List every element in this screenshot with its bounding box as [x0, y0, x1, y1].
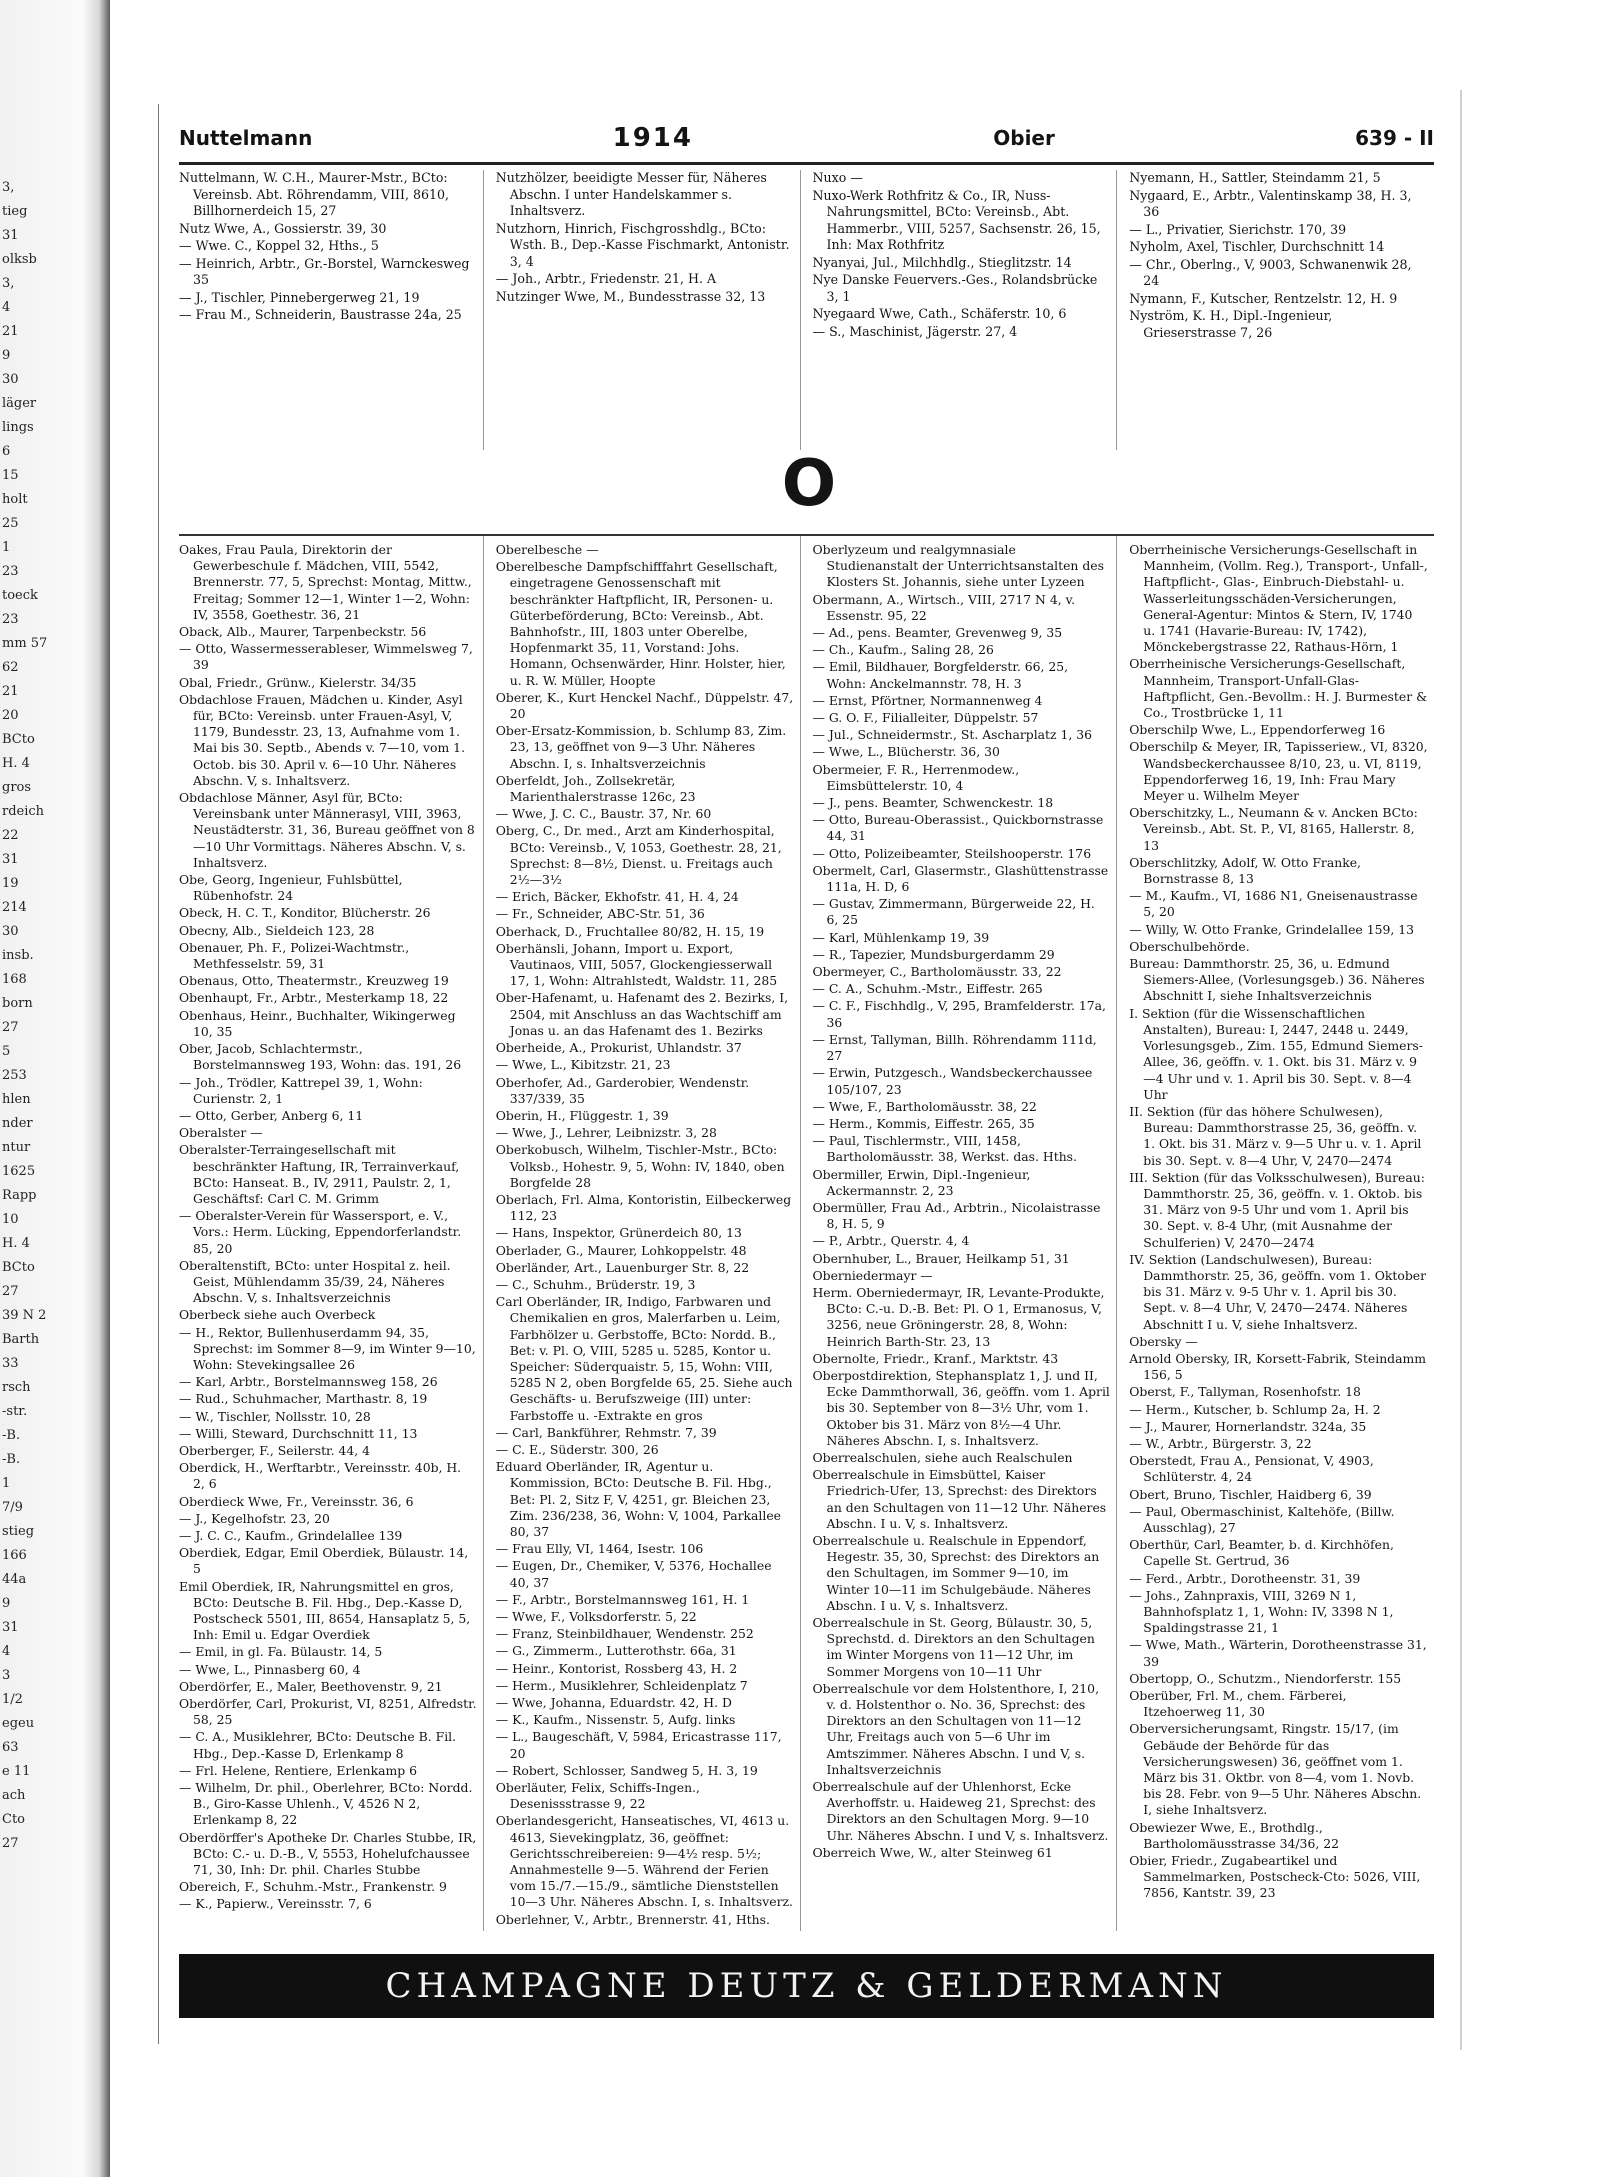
directory-entry: Nyanyai, Jul., Milchhdlg., Stieglitzstr. 14: [812, 254, 1072, 270]
directory-entry: Oberreich Wwe, W., alter Steinweg 61: [812, 1844, 1053, 1860]
directory-entry: Nyemann, H., Sattler, Steindamm 21, 5: [1129, 170, 1381, 185]
directory-entry: Nuttelmann, W. C.H., Maurer-Mstr., BCto: Vereinsb. Abt. Röhrendamm, VIII, 8610, Billhornerdeich 15, 27: [179, 170, 450, 218]
directory-entry: Obernhuber, L., Brauer, Heilkamp 51, 31: [812, 1250, 1070, 1266]
spine-fragment: 214: [2, 900, 27, 915]
directory-entry: — Wwe. C., Koppel 32, Hths., 5: [179, 238, 379, 253]
directory-entry: — Jul., Schneidermstr., St. Ascharplatz 1, 36: [812, 727, 1093, 743]
directory-entry: Oberelbesche Dampfschifffahrt Gesellschaft, eingetragene Genossenschaft mit beschränkter Haftpflicht, IR, Personen- u. Güterbeförderung, BCto: Vereinsb., Abt. Bahnhofstr., III, 1803 unter Oberelbe, Hopfenmarkt 35, 11, Vorstand: Johs. Homann, Ochsenwärder, Hinr. Holster, hier, u. R. W. Müller, Hoopte: [495, 559, 786, 688]
spine-fragment: H. 4: [2, 1236, 30, 1251]
spine-fragment: -str.: [2, 1404, 28, 1419]
directory-entry: — L., Baugeschäft, V, 5984, Ericastrasse 117, 20: [495, 1729, 782, 1761]
directory-entry: — Oberalster-Verein für Wassersport, e. V., Vors.: Herm. Lücking, Eppendorferlandstr. 85, 20: [179, 1208, 462, 1256]
directory-entry: Nygaard, E., Arbtr., Valentinskamp 38, H. 3, 36: [1129, 187, 1412, 219]
directory-entry: Obenauer, Ph. F., Polizei-Wachtmstr., Methfesselstr. 59, 31: [179, 939, 410, 972]
spine-fragment: 5: [2, 1044, 11, 1059]
spine-fragment: -B.: [2, 1428, 21, 1443]
directory-entry: Oberaltenstift, BCto: unter Hospital z. heil. Geist, Mühlendamm 35/39, 24, Näheres Abschn. V, s. Inhaltsverzeichnis: [179, 1257, 451, 1306]
directory-entry: — Eugen, Dr., Chemiker, V, 5376, Hochallee 40, 37: [495, 1558, 772, 1590]
directory-entry: Oberin, H., Flüggestr. 1, 39: [495, 1107, 669, 1123]
spine-fragment: holt: [2, 492, 28, 507]
directory-entry: Oberlader, G., Maurer, Lohkoppelstr. 48: [495, 1242, 747, 1258]
directory-entry: — Otto, Bureau-Oberassist., Quickbornstrasse 44, 31: [812, 812, 1104, 844]
directory-entry: — Wwe, Johanna, Eduardstr. 42, H. D: [495, 1695, 732, 1711]
directory-entry: Oberrheinische Versicherungs-Gesellschaft in Mannheim, (Vollm. Reg.), Transport-, Unfall-, Haftpflicht-, Glas-, Einbruch-Diebstahl- u. Wasserleitungsschäden-Versicherungen, General-Agentur: Mintos & Stern, IV, 1740 u. 1741 (Havarie-Bureau: IV, 1742), Mönckebergstrasse 22, Rathaus-Hörn, 1: [1129, 542, 1428, 655]
directory-entry: Oberdieck Wwe, Fr., Vereinsstr. 36, 6: [179, 1493, 414, 1509]
page-header: [179, 118, 1434, 158]
spine-fragment: 39 N 2: [2, 1308, 47, 1323]
spine-fragment: 63: [2, 1740, 19, 1755]
directory-entry: — Robert, Schlosser, Sandweg 5, H. 3, 19: [495, 1762, 758, 1778]
directory-entry: Obeck, H. C. T., Konditor, Blücherstr. 26: [179, 905, 431, 921]
directory-entry: Obal, Friedr., Grünw., Kielerstr. 34/35: [179, 674, 417, 690]
directory-entry: Oback, Alb., Maurer, Tarpenbeckstr. 56: [179, 624, 427, 640]
directory-entry: Bureau: Dammthorstr. 25, 36, u. Edmund Siemers-Allee, (Vorlesungsgeb.) 36. Näheres Abschnitt I, siehe Inhaltsverzeichnis: [1129, 956, 1425, 1004]
spine-fragment: 22: [2, 828, 19, 843]
directory-entry: — C. E., Süderstr. 300, 26: [495, 1441, 659, 1457]
directory-entry: — P., Arbtr., Querstr. 4, 4: [812, 1233, 970, 1249]
directory-entry: Oberlandesgericht, Hanseatisches, VI, 4613 u. 4613, Sievekingplatz, 36, geöffnet: Gerichtsschreibereien: 9—4½ resp. 5½; Annahmestelle 9—5. Während der Ferien vom 15./7.—15./9., sämtliche Dienststellen 10—3 Uhr. Näheres Abschn. I, s. Inhaltsverz.: [495, 1813, 793, 1910]
spine-fragment: tieg: [2, 204, 28, 219]
spine-fragment: born: [2, 996, 33, 1011]
directory-entry: Ober, Jacob, Schlachtermstr., Borstelmannsweg 193, Wohn: das. 191, 26: [179, 1041, 462, 1073]
directory-entry: — Wwe, Math., Wärterin, Dorotheenstrasse 31, 39: [1129, 1637, 1427, 1669]
header-left-name: Nuttelmann: [179, 126, 313, 150]
facing-page-fragments: [0, 176, 47, 1856]
directory-entry: Oberrheinische Versicherungs-Gesellschaft, Mannheim, Transport-Unfall-Glas-Haftpflicht, Gen.-Bevollm.: H. J. Burmester & Co., Trostbrücke 1, 11: [1129, 656, 1428, 721]
directory-entry: — W., Arbtr., Bürgerstr. 3, 22: [1129, 1435, 1312, 1451]
directory-entry: — L., Privatier, Sierichstr. 170, 39: [1129, 221, 1347, 237]
directory-entry: Nutzhorn, Hinrich, Fischgrosshdlg., BCto: Wsth. B., Dep.-Kasse Fischmarkt, Antonistr. 3, 4: [495, 220, 790, 269]
spine-fragment: 21: [2, 684, 19, 699]
spine-fragment: 20: [2, 708, 19, 723]
directory-entry: Obecny, Alb., Sieldeich 123, 28: [179, 922, 375, 938]
spine-fragment: 30: [2, 924, 19, 939]
directory-entry: — Erwin, Putzgesch., Wandsbeckerchaussee 105/107, 23: [812, 1065, 1093, 1097]
spine-fragment: 30: [2, 372, 19, 387]
spine-fragment: hlen: [2, 1092, 31, 1107]
directory-entry: Oberrealschule in Eimsbüttel, Kaiser Friedrich-Ufer, 13, Sprechst: des Direktors an den Schultagen von 11—12 Uhr. Näheres Abschn. I u. V, s. Inhaltsverz.: [812, 1467, 1107, 1531]
directory-entry: — Otto, Gerber, Anberg 6, 11: [179, 1107, 364, 1123]
spine-fragment: BCto: [2, 1260, 35, 1275]
top-column-3: [813, 170, 1118, 450]
directory-entry: — Frau M., Schneiderin, Baustrasse 24a, 25: [179, 307, 462, 322]
spine-fragment: 168: [2, 972, 27, 987]
directory-entry: Nyström, K. H., Dipl.-Ingenieur, Grieserstrasse 7, 26: [1129, 308, 1333, 340]
directory-entry: — F., Arbtr., Borstelmannsweg 161, H. 1: [495, 1591, 750, 1607]
directory-entry: Oberrealschule in St. Georg, Bülaustr. 30, 5, Sprechstd. d. Direktors an den Schultagen im Winter Morgens von 11—12 Uhr, im Sommer Morgens von 10—11 Uhr: [812, 1615, 1095, 1679]
directory-entry: Nutz Wwe, A., Gossierstr. 39, 30: [179, 220, 387, 236]
spine-fragment: 4: [2, 1644, 11, 1659]
directory-entry: — Frau Elly, VI, 1464, Isestr. 106: [495, 1541, 704, 1557]
directory-entry: Oberg, C., Dr. med., Arzt am Kinderhospital, BCto: Vereinsb., V, 1053, Goethestr. 28, 21, Sprechst: 8—8½, Dienst. u. Freitags auch 2½—3½: [495, 823, 782, 888]
directory-entry: — Johs., Zahnpraxis, VIII, 3269 N 1, Bahnhofsplatz 1, 1, Wohn: IV, 3398 N 1, Spaldingstrasse 21, 1: [1129, 1587, 1394, 1636]
spine-fragment: 10: [2, 1212, 19, 1227]
spine-fragment: mm 57: [2, 636, 48, 651]
directory-entry: — Herm., Kommis, Eiffestr. 265, 35: [812, 1115, 1035, 1131]
directory-entry: Oberst, F., Tallyman, Rosenhofstr. 18: [1129, 1384, 1361, 1400]
directory-entry: Oberalster-Terraingesellschaft mit beschränkter Haftung, IR, Terrainverkauf, BCto: Hanseat. B., IV, 2911, Paulstr. 2, 1, Geschäftsf: Carl C. M. Grimm: [179, 1142, 460, 1206]
top-column-4: [1129, 170, 1434, 450]
spine-fragment: 62: [2, 660, 19, 675]
spine-fragment: 4: [2, 300, 11, 315]
directory-entry: — C. A., Musiklehrer, BCto: Deutsche B. Fil. Hbg., Dep.-Kasse D, Erlenkamp 8: [179, 1729, 457, 1761]
directory-entry: Obermeier, F. R., Herrenmodew., Eimsbüttelerstr. 10, 4: [812, 761, 1020, 793]
directory-entry: — G. O. F., Filialleiter, Düppelstr. 57: [812, 710, 1039, 726]
section-letter: O: [781, 447, 837, 521]
directory-entry: — C. A., Schuhm.-Mstr., Eiffestr. 265: [812, 981, 1043, 997]
spine-fragment: 31: [2, 1620, 19, 1635]
spine-fragment: gros: [2, 780, 32, 795]
facing-page-edge: [0, 0, 110, 2177]
directory-entry: — K., Kaufm., Nissenstr. 5, Aufg. links: [495, 1712, 736, 1728]
directory-entry: Obertopp, O., Schutzm., Niendorferstr. 155: [1129, 1670, 1402, 1686]
directory-entry: — Wwe, L., Pinnasberg 60, 4: [179, 1661, 361, 1677]
directory-entry: Oberhofer, Ad., Garderobier, Wendenstr. 337/339, 35: [495, 1074, 750, 1106]
directory-entry: Obenhaupt, Fr., Arbtr., Mesterkamp 18, 22: [179, 990, 449, 1006]
spine-fragment: BCto: [2, 732, 35, 747]
directory-entry: Obier, Friedr., Zugabeartikel und Sammelmarken, Postscheck-Cto: 5026, VIII, 7856, Kantstr. 39, 23: [1129, 1853, 1421, 1901]
directory-entry: Oberdörffer's Apotheke Dr. Charles Stubbe, IR, BCto: C.- u. D.-B., V, 5553, Hohelufchaussee 71, 30, Inh: Dr. phil. Charles Stubbe: [179, 1829, 477, 1878]
directory-entry: Obe, Georg, Ingenieur, Fuhlsbüttel, Rübenhofstr. 24: [179, 872, 403, 904]
directory-entry: Oberversicherungsamt, Ringstr. 15/17, (im Gebäude der Behörde für das Versicherungswesen) 36, geöffnet vom 1. März bis 31. Oktbr. von 8—4, vom 1. Novb. bis 28. Febr. von 9—5 Uhr. Näheres Abschn. I, siehe Inhaltsverz.: [1129, 1721, 1422, 1818]
spine-fragment: rsch: [2, 1380, 31, 1395]
directory-entry: Ober-Ersatz-Kommission, b. Schlump 83, Zim. 23, 13, geöffnet von 9—3 Uhr. Näheres Abschn. I, s. Inhaltsverzeichnis: [495, 723, 787, 771]
spine-fragment: olksb: [2, 252, 37, 267]
directory-entry: Oberschlitzky, Adolf, W. Otto Franke, Bornstrasse 8, 13: [1129, 854, 1361, 887]
directory-entry: Oberläuter, Felix, Schiffs-Ingen., Desenissstrasse 9, 22: [495, 1780, 700, 1812]
spine-fragment: 166: [2, 1548, 27, 1563]
directory-entry: — Wwe, L., Blücherstr. 36, 30: [812, 744, 1000, 760]
spine-fragment: Barth: [2, 1332, 40, 1347]
spine-fragment: 1: [2, 540, 11, 555]
directory-entry: Obermiller, Erwin, Dipl.-Ingenieur, Ackermannstr. 2, 23: [812, 1166, 1031, 1198]
directory-entry: — H., Rektor, Bullenhuserdamm 94, 35, Sprechst: im Sommer 8—9, im Winter 9—10, Wohn: Stevekingsallee 26: [179, 1324, 476, 1372]
directory-entry: — Hans, Inspektor, Grünerdeich 80, 13: [495, 1225, 742, 1241]
spine-fragment: 33: [2, 1356, 19, 1371]
directory-entry: Oberniedermayr —: [812, 1267, 933, 1283]
directory-entry: Obermann, A., Wirtsch., VIII, 2717 N 4, v. Essenstr. 95, 22: [812, 591, 1076, 623]
directory-entry: Oberhänsli, Johann, Import u. Export, Vautinaos, VIII, 5057, Glockengiesserwall 17, 1, Wohn: Altrahlstedt, Waldstr. 11, 285: [495, 940, 778, 989]
directory-entry: Oberer, K., Kurt Henckel Nachf., Düppelstr. 47, 20: [495, 689, 794, 722]
directory-entry: — G., Zimmerm., Lutterothstr. 66a, 31: [495, 1643, 737, 1659]
directory-entry: — Erich, Bäcker, Ekhofstr. 41, H. 4, 24: [495, 889, 739, 905]
spine-fragment: Cto: [2, 1812, 25, 1827]
directory-entry: Nutzinger Wwe, M., Bundesstrasse 32, 13: [495, 288, 766, 304]
directory-entry: IV. Sektion (Landschulwesen), Bureau: Dammthorstr. 25, 36, geöffn. vom 1. Oktober bis 31. März v. 9-5 Uhr v. 1. April bis 30. Sept. v. 8—4 Uhr, V, 2470—2474. Näheres Abschnitt I u. V, siehe Inhaltsverz.: [1129, 1251, 1427, 1332]
directory-entry: — Wwe, J. C. C., Baustr. 37, Nr. 60: [495, 806, 712, 822]
directory-entry: Oberberger, F., Seilerstr. 44, 4: [179, 1442, 371, 1458]
directory-entry: — J., Maurer, Hornerlandstr. 324a, 35: [1129, 1418, 1367, 1434]
directory-entry: — Carl, Bankführer, Rehmstr. 7, 39: [495, 1424, 717, 1440]
directory-entry: Oberschulbehörde.: [1129, 938, 1250, 954]
spine-fragment: 7/9: [2, 1500, 23, 1515]
directory-entry: — K., Papierw., Vereinsstr. 7, 6: [179, 1896, 372, 1912]
spine-fragment: 44a: [2, 1572, 27, 1587]
directory-entry: Obdachlose Frauen, Mädchen u. Kinder, Asyl für, BCto: Vereinsb. unter Frauen-Asyl, V, 1179, Bundesstr. 23, 13, Aufnahme vom 1. Mai bis 30. Septb., Abends v. 7—10, vom 1. Octob. bis 30. April v. 6—10 Uhr. Näheres Abschn. V, s. Inhaltsverz.: [179, 691, 466, 788]
directory-entry: Oberlach, Frl. Alma, Kontoristin, Eilbeckerweg 112, 23: [495, 1191, 792, 1224]
directory-entry: III. Sektion (für das Volksschulwesen), Bureau: Dammthorstr. 25, 36, geöffn. v. 1. Oktob. bis 31. März von 9-5 Uhr und vom 1. April bis 30. Sept. v. 8-4 Uhr, (mit Ausnahme der Schulferien) V, 2470—2474: [1129, 1169, 1425, 1250]
header-right-name: Obier: [993, 126, 1055, 150]
directory-entry: — Karl, Mühlenkamp 19, 39: [812, 929, 990, 945]
directory-entry: Oberrealschule u. Realschule in Eppendorf, Hegestr. 35, 30, Sprechst: des Direktors an den Schultagen, im Sommer 9—10, im Winter 10—11 im Schulgebäude. Näheres Abschn. I u. V, s. Inhaltsverz.: [812, 1532, 1100, 1613]
directory-entry: Oberschilp & Meyer, IR, Tapisseriew., VI, 8320, Wandsbeckerchaussee 8/10, 23, u. VI, 8119, Eppendorferweg 16, 19, Inh: Frau Mary Meyer u. Wilhelm Meyer: [1129, 739, 1428, 804]
directory-entry: Oberheide, A., Prokurist, Uhlandstr. 37: [495, 1040, 742, 1056]
directory-entry: — Emil, in gl. Fa. Bülaustr. 14, 5: [179, 1644, 383, 1660]
directory-entry: Obernolte, Friedr., Kranf., Marktstr. 43: [812, 1350, 1059, 1366]
directory-entry: — Wwe, L., Kibitzstr. 21, 23: [495, 1057, 671, 1073]
top-column-2: [496, 170, 801, 450]
directory-entry: — Franz, Steinbildhauer, Wendenstr. 252: [495, 1626, 754, 1642]
directory-entry: Emil Oberdiek, IR, Nahrungsmittel en gros, BCto: Deutsche B. Fil. Hbg., Dep.-Kasse D, Postscheck 5501, III, 8654, Hansaplatz 5, 5, Inh: Emil u. Edgar Overdiek: [179, 1578, 471, 1643]
directory-entry: — Wilhelm, Dr. phil., Oberlehrer, BCto: Nordd. B., Giro-Kasse Uhlenh., V, 4526 N 2, Erlenkamp 8, 22: [179, 1780, 473, 1828]
spine-fragment: toeck: [2, 588, 38, 603]
directory-entry: Oberschilp Wwe, L., Eppendorferweg 16: [1129, 722, 1386, 738]
spine-fragment: 21: [2, 324, 19, 339]
directory-entry: — Ernst, Tallyman, Billh. Röhrendamm 111d, 27: [812, 1031, 1097, 1064]
directory-entry: Oberländer, Art., Lauenburger Str. 8, 22: [495, 1259, 750, 1275]
directory-entry: Oberhack, D., Fruchtallee 80/82, H. 15, 19: [495, 923, 765, 939]
spine-fragment: stieg: [2, 1524, 35, 1539]
spine-fragment: ntur: [2, 1140, 31, 1155]
spine-fragment: e 11: [2, 1764, 31, 1779]
directory-entry: Nyegaard Wwe, Cath., Schäferstr. 10, 6: [812, 306, 1067, 321]
spine-fragment: lings: [2, 420, 34, 435]
directory-entry: Nyholm, Axel, Tischler, Durchschnitt 14: [1129, 239, 1385, 254]
directory-entry: — C. F., Fischhdlg., V, 295, Bramfelderstr. 17a, 36: [812, 998, 1106, 1030]
directory-entry: Oberdörfer, E., Maler, Beethovenstr. 9, 21: [179, 1678, 443, 1694]
directory-entry: Obdachlose Männer, Asyl für, BCto: Vereinsbank unter Männerasyl, VIII, 3963, Neustädterstr. 31, 36, Bureau geöffnet von 8—10 Uhr Vormittags. Näheres Abschn. V, s. Inhaltsverz.: [179, 790, 475, 870]
directory-entry: Oberrealschule auf der Uhlenhorst, Ecke Averhoffstr. u. Haideweg 21, Sprechst: des Direktors an den Schultagen Morg. 9—10 Uhr. Näheres Abschn. I und V, s. Inhaltsverz.: [812, 1779, 1109, 1843]
directory-entry: Oberalster —: [179, 1125, 263, 1141]
directory-entry: Obereich, F., Schuhm.-Mstr., Frankenstr. 9: [179, 1879, 447, 1895]
spine-fragment: insb.: [2, 948, 34, 963]
directory-page: [158, 104, 1459, 2044]
main-column-3: [813, 536, 1118, 1931]
directory-entry: Oberrealschule vor dem Holstenthore, I, 210, v. d. Holstenthor o. No. 36, Sprechst: des Direktors an den Schultagen von 11—12 Uhr, Freitags auch von 5—6 Uhr im Amtszimmer. Näheres Abschn. I und V, s. Inhaltsverzeichnis: [812, 1680, 1100, 1777]
directory-entry: Nuxo-Werk Rothfritz & Co., IR, Nuss-Nahrungsmittel, BCto: Vereinsb., Abt. Hammerbr., VIII, 5257, Sachsenstr. 26, 15, Inh: Max Rothfritz: [812, 187, 1101, 252]
directory-entry: Obermeyer, C., Bartholomäusstr. 33, 22: [812, 964, 1062, 980]
top-entries: [179, 170, 1434, 450]
spine-fragment: H. 4: [2, 756, 30, 771]
main-column-1: [179, 536, 484, 1931]
directory-entry: — J., Kegelhofstr. 23, 20: [179, 1510, 330, 1526]
spine-fragment: 31: [2, 228, 19, 243]
directory-entry: — Chr., Oberlng., V, 9003, Schwanenwik 28, 24: [1129, 256, 1412, 288]
directory-entry: — S., Maschinist, Jägerstr. 27, 4: [812, 323, 1018, 339]
directory-entry: Ober-Hafenamt, u. Hafenamt des 2. Bezirks, I, 2504, mit Anschluss an das Wachtschiff am Jonas u. an das Hafenamt des 1. Bezirks: [495, 990, 789, 1038]
directory-entry: Obermüller, Frau Ad., Arbtrin., Nicolaistrasse 8, H. 5, 9: [812, 1199, 1101, 1232]
directory-entry: — Otto, Wassermesserableser, Wimmelsweg 7, 39: [179, 641, 473, 673]
directory-entry: — Willy, W. Otto Franke, Grindelallee 159, 13: [1129, 921, 1414, 937]
directory-entry: Oberstedt, Frau A., Pensionat, V, 4903, Schlüterstr. 4, 24: [1129, 1453, 1374, 1485]
directory-entry: — Ch., Kaufm., Saling 28, 26: [812, 642, 994, 658]
directory-entry: Oberlehner, V., Arbtr., Brennerstr. 41, Hths.: [495, 1911, 770, 1927]
directory-entry: — W., Tischler, Nollsstr. 10, 28: [179, 1408, 371, 1424]
directory-entry: Oberdiek, Edgar, Emil Oberdiek, Bülaustr. 14, 5: [179, 1545, 469, 1577]
spine-fragment: 1/2: [2, 1692, 23, 1707]
spine-fragment: 1625: [2, 1164, 36, 1179]
spine-fragment: 23: [2, 612, 19, 627]
main-column-2: [496, 536, 801, 1931]
spine-fragment: Rapp: [2, 1188, 37, 1203]
directory-entry: Obenhaus, Heinr., Buchhalter, Wikingerweg 10, 35: [179, 1007, 456, 1039]
directory-entry: I. Sektion (für die Wissenschaftlichen Anstalten), Bureau: I, 2447, 2448 u. 2449, Vorlesungsgeb., Zim. 155, Edmund Siemers-Allee, 36, geöffn. v. 1. Okt. bis 31. März v. 9—4 Uhr und v. 1. April bis 30. Sept. v. 8—4 Uhr: [1129, 1005, 1423, 1102]
spine-fragment: 9: [2, 348, 11, 363]
directory-entry: — Herm., Kutscher, b. Schlump 2a, H. 2: [1129, 1401, 1381, 1417]
directory-entry: Oberelbesche —: [495, 542, 599, 557]
directory-entry: — Otto, Polizeibeamter, Steilshooperstr. 176: [812, 845, 1092, 861]
spine-fragment: rdeich: [2, 804, 45, 819]
directory-entry: Oberlyzeum und realgymnasiale Studienanstalt der Unterrichtsanstalten des Klosters St. Johannis, siehe unter Lyzeen: [812, 542, 1104, 590]
directory-entry: — M., Kaufm., VI, 1686 N1, Gneisenaustrasse 5, 20: [1129, 888, 1418, 920]
main-column-4: [1129, 536, 1434, 1931]
directory-entry: Obenaus, Otto, Theatermstr., Kreuzweg 19: [179, 973, 449, 989]
spine-fragment: 31: [2, 852, 19, 867]
directory-entry: Oberfeldt, Joh., Zollsekretär, Marienthalerstrasse 126c, 23: [495, 772, 696, 805]
spine-fragment: 3,: [2, 180, 15, 195]
directory-entry: Nye Danske Feuervers.-Ges., Rolandsbrücke 3, 1: [812, 272, 1098, 304]
directory-entry: — C., Schuhm., Brüderstr. 19, 3: [495, 1276, 696, 1292]
directory-entry: Oberschitzky, L., Neumann & v. Ancken BCto: Vereinsb., Abt. St. P., VI, 8165, Hallerstr. 8, 13: [1129, 805, 1418, 853]
directory-entry: — Wwe, F., Bartholomäusstr. 38, 22: [812, 1098, 1037, 1114]
header-rule: [179, 162, 1434, 165]
spine-fragment: 3: [2, 1668, 11, 1683]
directory-entry: Nutzhölzer, beeidigte Messer für, Näheres Abschn. I unter Handelskammer s. Inhaltsverz.: [495, 170, 767, 218]
spine-fragment: 15: [2, 468, 19, 483]
directory-entry: Oberkobusch, Wilhelm, Tischler-Mstr., BCto: Volksb., Hohestr. 9, 5, Wohn: IV, 1840, oben Borgfelde 28: [495, 1142, 785, 1190]
page-edge: [1460, 90, 1462, 2050]
main-entries: [179, 534, 1434, 1931]
directory-entry: Eduard Oberländer, IR, Agentur u. Kommission, BCto: Deutsche B. Fil. Hbg., Bet: Pl. 2, Sitz F, V, 4251, gr. Bleichen 23, Zim. 236/238, 36, Wohn: V, 1004, Parkallee 80, 37: [495, 1459, 782, 1539]
advertisement-banner: CHAMPAGNE DEUTZ & GELDERMANN: [179, 1954, 1434, 2018]
spine-fragment: 9: [2, 1596, 11, 1611]
spine-fragment: 23: [2, 564, 19, 579]
directory-entry: Herm. Oberniedermayr, IR, Levante-Produkte, BCto: C.-u. D.-B. Bet: Pl. O 1, Ermanosus, V, 3256, neue Gröningerstr. 28, 8, Wohn: Heinrich Barth-Str. 23, 13: [812, 1284, 1105, 1349]
directory-entry: Oberdick, H., Werftarbtr., Vereinsstr. 40b, H. 2, 6: [179, 1460, 462, 1492]
spine-fragment: 3,: [2, 276, 15, 291]
directory-entry: Oakes, Frau Paula, Direktorin der Gewerbeschule f. Mädchen, VIII, 5542, Brennerstr. 77, 5, Sprechst: Montag, Mittw., Freitag; Sommer 12—1, Winter 1—2, Wohn: IV, 3558, Goethestr. 36, 21: [179, 542, 472, 622]
directory-entry: — Paul, Obermaschinist, Kaltehöfe, (Billw. Ausschlag), 27: [1129, 1503, 1395, 1535]
directory-entry: Oberbeck siehe auch Overbeck: [179, 1307, 376, 1323]
directory-entry: — Willi, Steward, Durchschnitt 11, 13: [179, 1425, 418, 1441]
directory-entry: Oberthür, Carl, Beamter, b. d. Kirchhöfen, Capelle St. Gertrud, 36: [1129, 1537, 1394, 1569]
directory-entry: — Karl, Arbtr., Borstelmannsweg 158, 26: [179, 1374, 438, 1390]
directory-entry: — Herm., Musiklehrer, Schleidenplatz 7: [495, 1677, 748, 1693]
directory-entry: Arnold Obersky, IR, Korsett-Fabrik, Steindamm 156, 5: [1129, 1350, 1426, 1383]
spine-fragment: 27: [2, 1284, 19, 1299]
directory-entry: — Rud., Schuhmacher, Marthastr. 8, 19: [179, 1391, 428, 1407]
directory-entry: — Ernst, Pförtner, Normannenweg 4: [812, 692, 1043, 708]
spine-fragment: nder: [2, 1116, 33, 1131]
directory-entry: — Ferd., Arbtr., Dorotheenstr. 31, 39: [1129, 1570, 1361, 1586]
directory-entry: — Gustav, Zimmermann, Bürgerweide 22, H. 6, 25: [812, 896, 1095, 928]
directory-entry: — Fr., Schneider, ABC-Str. 51, 36: [495, 906, 705, 922]
spine-fragment: 253: [2, 1068, 27, 1083]
directory-entry: — Joh., Trödler, Kattrepel 39, 1, Wohn: Curienstr. 2, 1: [179, 1074, 423, 1106]
directory-entry: Oberüber, Frl. M., chem. Färberei, Itzehoerweg 11, 30: [1129, 1688, 1347, 1720]
directory-entry: — Joh., Arbtr., Friedenstr. 21, H. A: [495, 271, 717, 286]
directory-entry: Obermelt, Carl, Glasermstr., Glashüttenstrasse 111a, H. D, 6: [812, 862, 1109, 895]
spine-fragment: 27: [2, 1020, 19, 1035]
directory-entry: — J. C. C., Kaufm., Grindelallee 139: [179, 1527, 403, 1543]
spine-fragment: ach: [2, 1788, 26, 1803]
directory-entry: — Emil, Bildhauer, Borgfelderstr. 66, 25, Wohn: Anckelmannstr. 78, H. 3: [812, 659, 1069, 691]
top-column-1: [179, 170, 484, 450]
directory-entry: — J., Tischler, Pinnebergerweg 21, 19: [179, 289, 420, 305]
directory-entry: — Wwe, F., Volksdorferstr. 5, 22: [495, 1609, 697, 1624]
spine-fragment: 19: [2, 876, 19, 891]
page-number: 639 - II: [1355, 126, 1434, 150]
spine-fragment: 27: [2, 1836, 19, 1851]
directory-entry: Oberdörfer, Carl, Prokurist, VI, 8251, Alfredstr. 58, 25: [179, 1696, 477, 1728]
directory-entry: Nuxo —: [812, 170, 863, 185]
directory-entry: II. Sektion (für das höhere Schulwesen), Bureau: Dammthorstrasse 25, 36, geöffn. v. 1. Okt. bis 31. März v. 9—5 Uhr u. v. 1. April bis 30. Sept. v. 8—4 Uhr, V, 2470—2474: [1129, 1103, 1422, 1168]
directory-entry: — Ad., pens. Beamter, Grevenweg 9, 35: [812, 625, 1063, 641]
spine-fragment: 6: [2, 444, 11, 459]
directory-entry: Obersky —: [1129, 1333, 1198, 1349]
directory-entry: — R., Tapezier, Mundsburgerdamm 29: [812, 946, 1055, 962]
directory-entry: Nymann, F., Kutscher, Rentzelstr. 12, H. 9: [1129, 290, 1398, 306]
directory-entry: — Heinr., Kontorist, Rossberg 43, H. 2: [495, 1660, 738, 1676]
spine-fragment: -B.: [2, 1452, 21, 1467]
directory-entry: — Frl. Helene, Rentiere, Erlenkamp 6: [179, 1762, 418, 1778]
directory-entry: Carl Oberländer, IR, Indigo, Farbwaren und Chemikalien en gros, Malerfarben u. Leim, Farbhölzer u. Gerbstoffe, BCto: Nordd. B., Bet: v. Pl. O, VIII, 5285 u. 5285, Kontor u. Speicher: Süderquaistr. 5, 15, Wohn: VIII, 5285 N 2, oben Borgfelde 65, 25. Siehe auch Geschäfts- u. Berufszweige (III) unter: Farbstoffe u. -Extrakte en gros: [495, 1294, 793, 1423]
directory-entry: — Paul, Tischlermstr., VIII, 1458, Bartholomäusstr. 38, Werkst. das. Hths.: [812, 1133, 1077, 1165]
spine-fragment: 25: [2, 516, 19, 531]
directory-entry: Obewiezer Wwe, E., Brothdlg., Bartholomäusstrasse 34/36, 22: [1129, 1819, 1339, 1851]
directory-entry: Oberpostdirektion, Stephansplatz 1, J. und II, Ecke Dammthorwall, 36, geöffn. vom 1. April bis 30. September von 8—3½ Uhr, vom 1. Oktober bis 31. März von 8½—4 Uhr. Näheres Abschn. I, s. Inhaltsverz.: [812, 1367, 1110, 1448]
spine-fragment: 1: [2, 1476, 11, 1491]
directory-entry: Obert, Bruno, Tischler, Haidberg 6, 39: [1129, 1486, 1372, 1502]
directory-entry: — Wwe, J., Lehrer, Leibnizstr. 3, 28: [495, 1125, 717, 1141]
header-year: 1914: [612, 123, 693, 153]
spine-fragment: egeu: [2, 1716, 35, 1731]
directory-entry: — Heinrich, Arbtr., Gr.-Borstel, Warnckesweg 35: [179, 255, 470, 287]
directory-entry: Oberrealschulen, siehe auch Realschulen: [812, 1449, 1073, 1465]
spine-fragment: läger: [2, 396, 37, 411]
directory-entry: — J., pens. Beamter, Schwenckestr. 18: [812, 795, 1054, 811]
